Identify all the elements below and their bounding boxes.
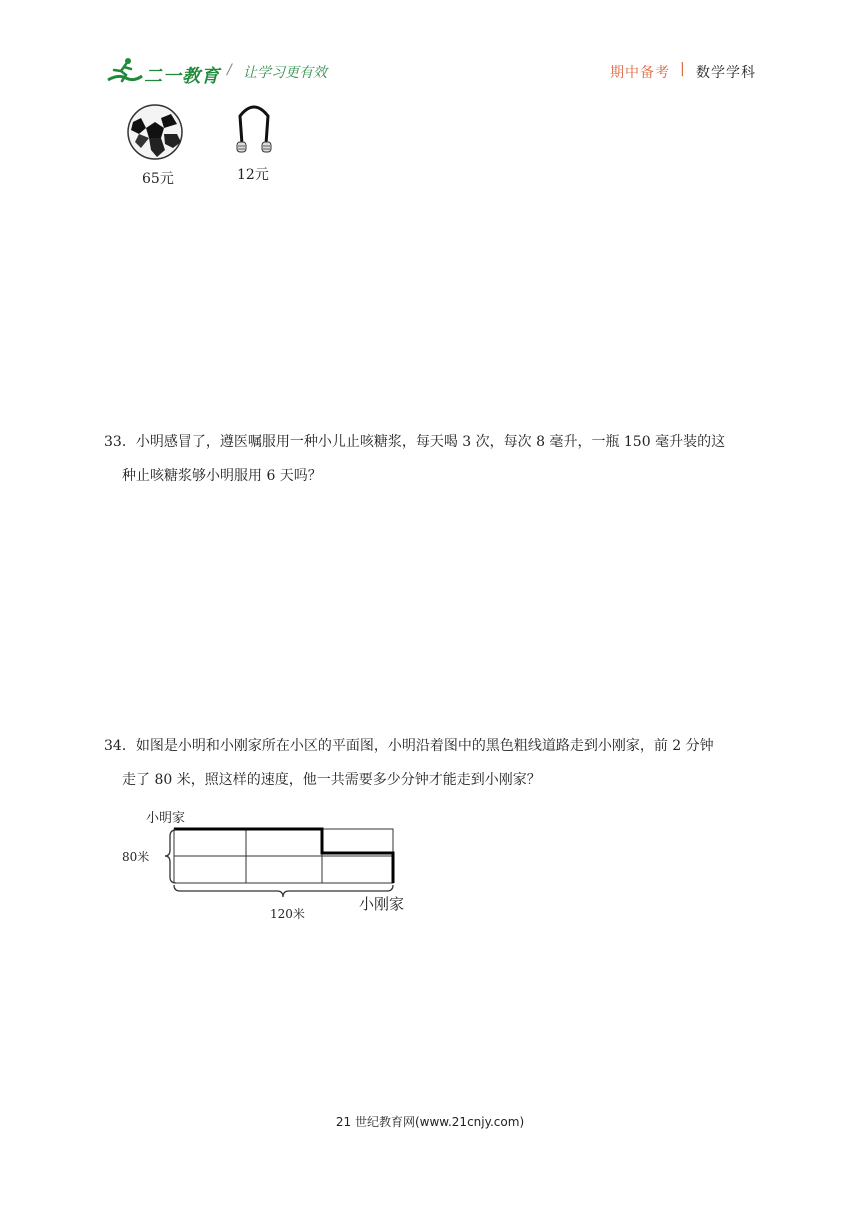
question-number: 33．	[104, 434, 136, 450]
logo-text: 二一教育	[144, 66, 220, 87]
header-slash: /	[227, 62, 232, 78]
jump-rope-icon	[234, 104, 274, 160]
footer: 21 世纪教育网(www.21cnjy.com)	[335, 1115, 525, 1129]
runner-logo-icon	[104, 56, 144, 86]
item-price: 12元	[237, 167, 269, 183]
subject-tag: 数学学科	[696, 65, 756, 81]
width-label: 120米	[270, 907, 305, 921]
question-34	[104, 729, 764, 797]
start-label: 小明家	[146, 811, 186, 826]
neighborhood-map	[120, 805, 420, 925]
question-33	[104, 425, 764, 493]
header-separator: |	[680, 61, 685, 77]
question-text: 如图是小明和小刚家所在小区的平面图，小明沿着图中的黑色粗线道路走到小刚家，前 2 分钟	[135, 738, 714, 754]
soccer-ball-icon	[127, 104, 183, 160]
header	[0, 0, 860, 95]
height-label: 80米	[122, 850, 150, 864]
question-text-cont: 种止咳糖浆够小明服用 6 天吗？	[122, 468, 322, 484]
question-number: 34．	[104, 738, 136, 754]
item-price: 65元	[142, 171, 174, 187]
question-text-cont: 走了 80 米，照这样的速度，他一共需要多少分钟才能走到小刚家？	[122, 772, 541, 788]
exam-tag: 期中备考	[610, 65, 670, 81]
question-text: 小明感冒了，遵医嘱服用一种小儿止咳糖浆，每天喝 3 次，每次 8 毫升，一瓶 150 毫升装的这	[135, 434, 726, 450]
slogan: 让学习更有效	[243, 65, 327, 81]
end-label: 小刚家	[359, 895, 405, 913]
